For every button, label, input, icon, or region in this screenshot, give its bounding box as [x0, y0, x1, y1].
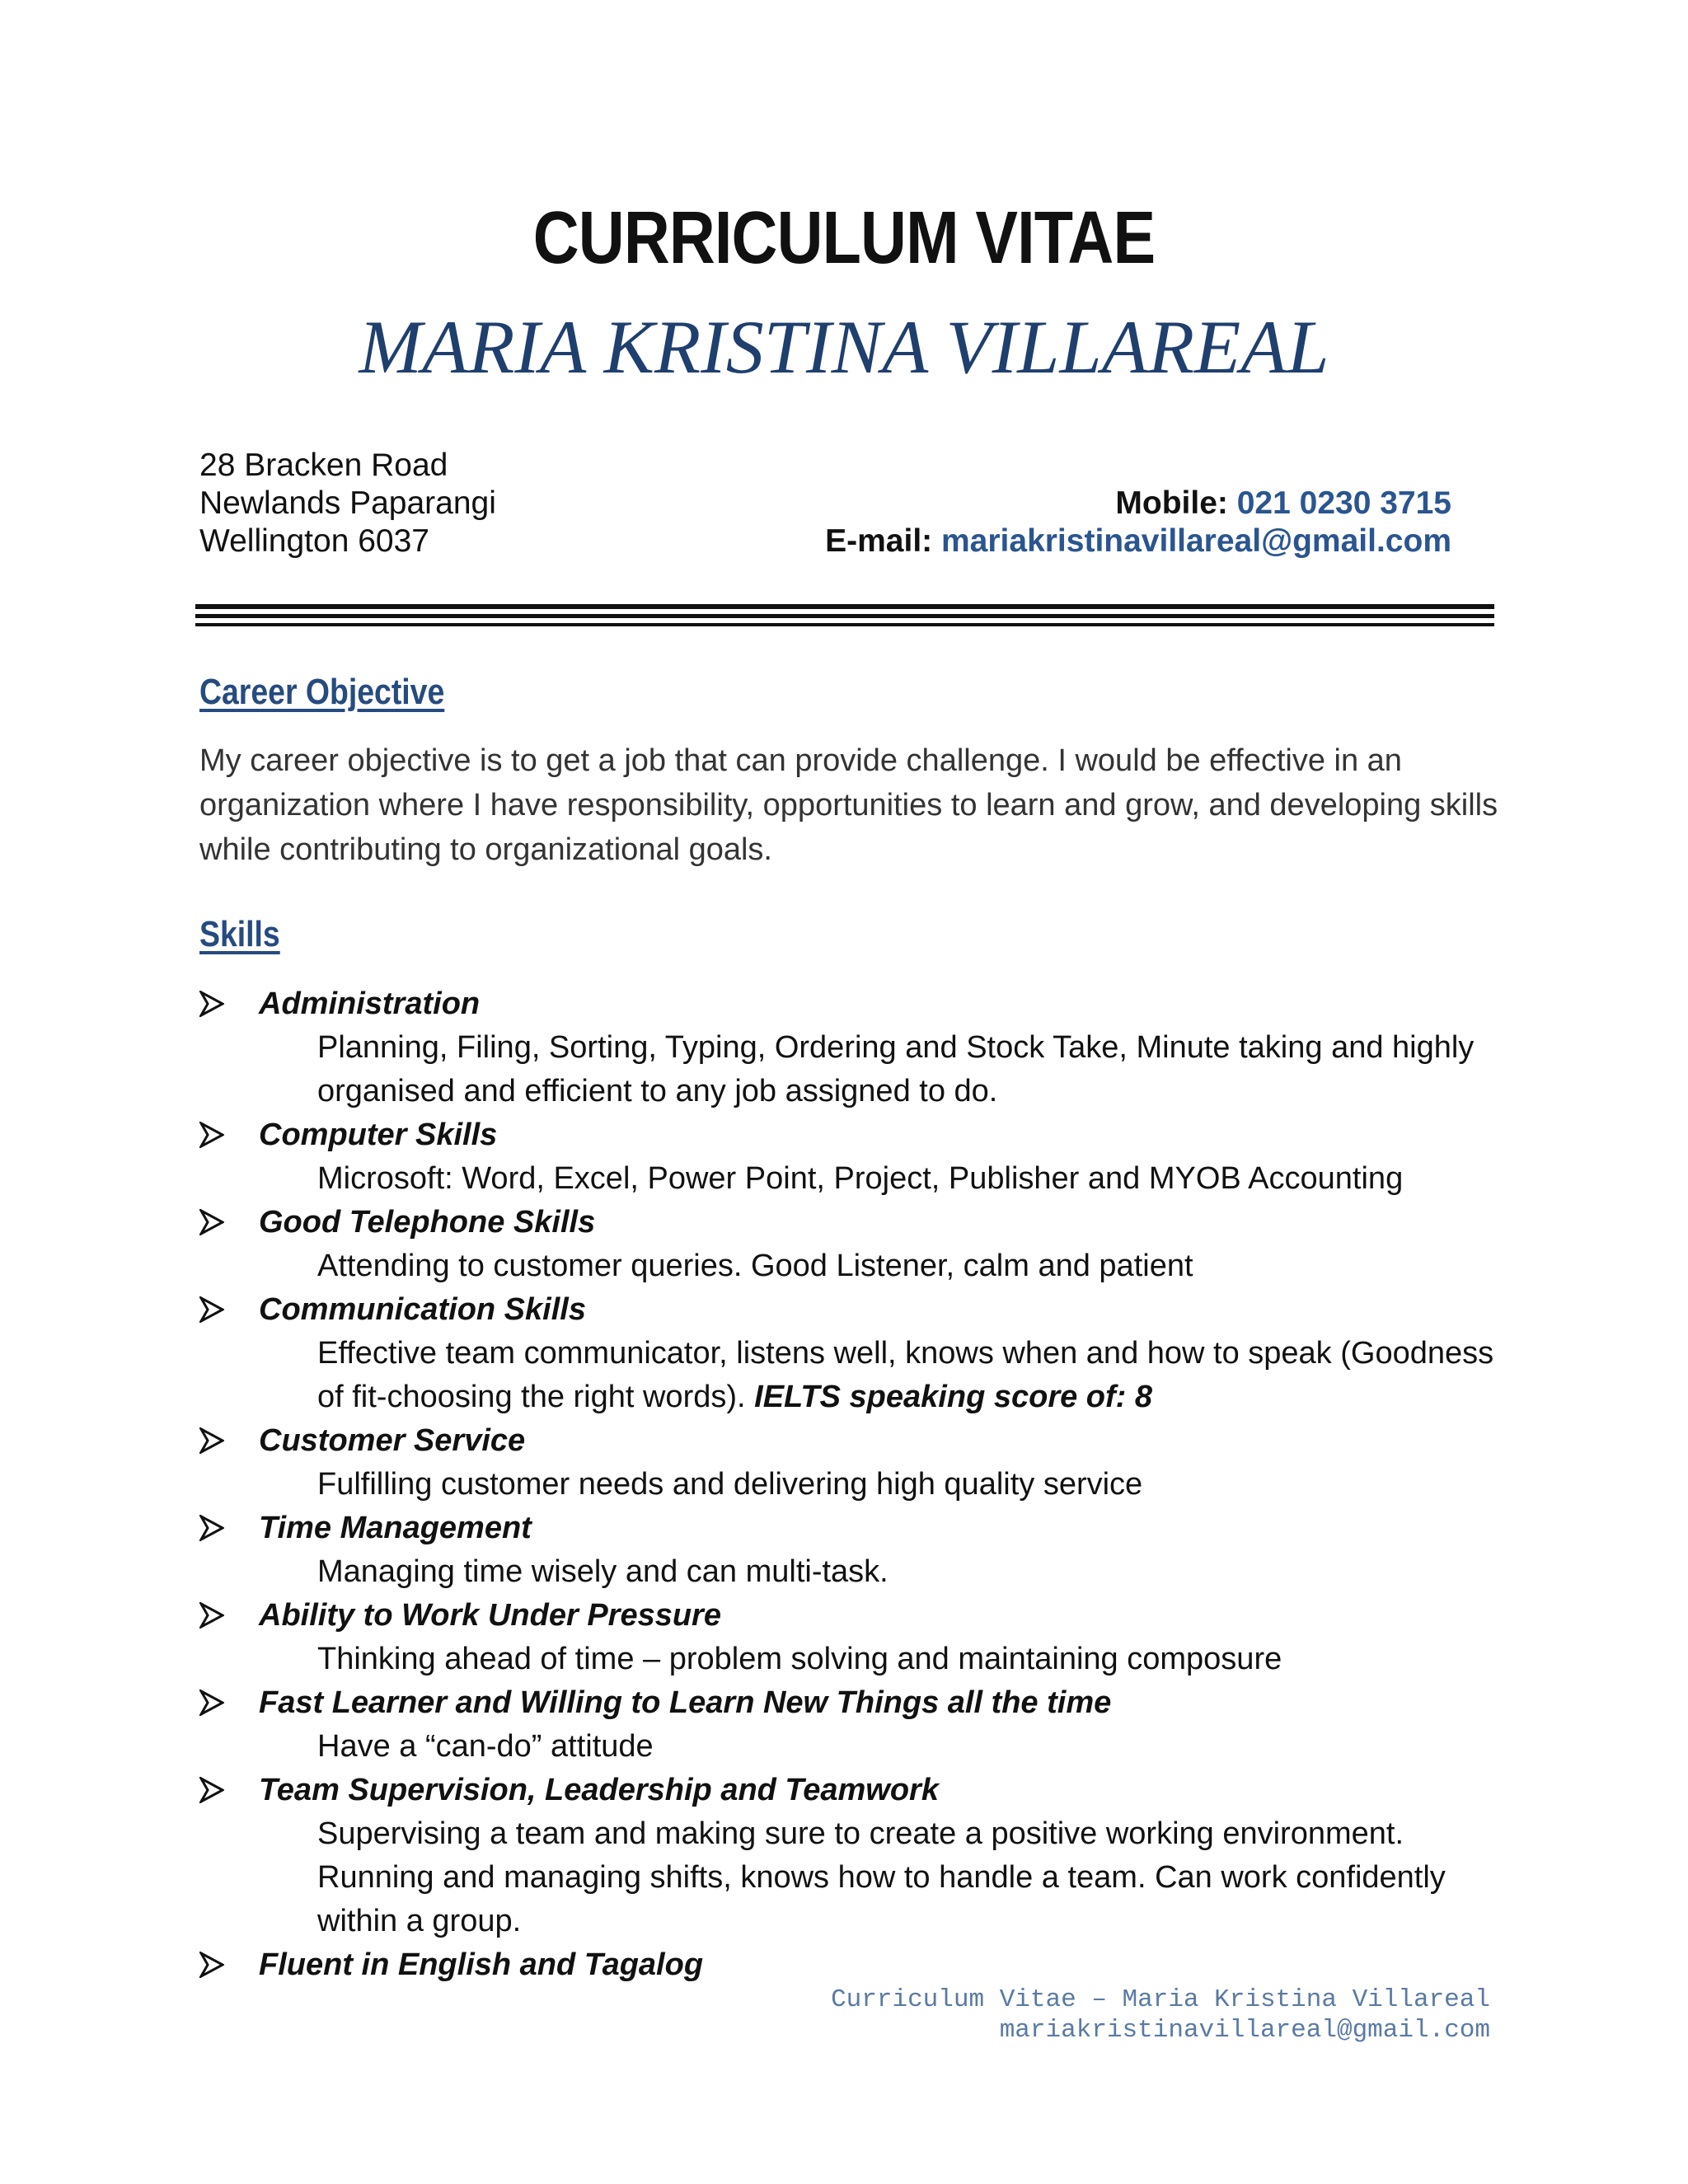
skill-title-text: Fast Learner and Willing to Learn New Things all the time	[259, 1685, 1112, 1720]
skill-title-text: Customer Service	[259, 1423, 526, 1458]
skill-description-text: Managing time wisely and can multi-task.	[317, 1554, 889, 1589]
skill-title	[199, 1113, 1518, 1157]
skill-description	[199, 1026, 1518, 1113]
skill-item	[199, 1507, 1518, 1594]
arrowhead-bullet-icon	[199, 1209, 224, 1235]
skill-description	[199, 1812, 1518, 1943]
skill-title	[199, 1594, 1518, 1638]
skill-item	[199, 1419, 1518, 1507]
mobile-label: Mobile:	[1115, 485, 1228, 521]
email-value[interactable]: mariakristinavillareal@gmail.com	[941, 523, 1451, 559]
skill-item	[199, 1288, 1518, 1419]
skill-description-text: Fulfilling customer needs and delivering high quality service	[317, 1467, 1143, 1502]
email-row	[825, 523, 1451, 560]
skill-title-text: Team Supervision, Leadership and Teamwork	[259, 1773, 939, 1807]
skill-description	[199, 1157, 1518, 1201]
divider-rule-1	[195, 604, 1494, 609]
skill-item	[199, 1201, 1518, 1288]
skill-title-text: Computer Skills	[259, 1118, 498, 1152]
candidate-name: MARIA KRISTINA VILLAREAL	[359, 305, 1329, 389]
mobile-row	[825, 485, 1451, 523]
skill-description-text: Supervising a team and making sure to create a positive working environment. Running and managing shifts, knows how to handle a team. Can work confidently within a group.	[317, 1816, 1446, 1938]
skill-description-text: Microsoft: Word, Excel, Power Point, Project, Publisher and MYOB Accounting	[317, 1161, 1404, 1196]
address-line-1: 28 Bracken Road	[199, 448, 448, 483]
skill-title	[199, 982, 1518, 1026]
address-block	[199, 447, 496, 560]
skill-item	[199, 1594, 1518, 1681]
skill-title-text: Good Telephone Skills	[259, 1205, 596, 1240]
arrowhead-bullet-icon	[199, 1427, 224, 1454]
skill-item	[199, 1681, 1518, 1769]
skill-title-text: Communication Skills	[259, 1292, 586, 1327]
arrowhead-bullet-icon	[199, 1296, 224, 1323]
skill-title	[199, 1507, 1518, 1550]
address-line-3: Wellington 6037	[199, 523, 429, 559]
skill-description	[199, 1332, 1518, 1419]
skill-title	[199, 1419, 1518, 1463]
career-objective-heading: Career Objective	[199, 672, 445, 712]
skill-emphasis-text: IELTS speaking score of: 8	[754, 1380, 1153, 1414]
skill-description	[199, 1638, 1518, 1681]
skills-list	[199, 982, 1518, 1987]
arrowhead-bullet-icon	[199, 1602, 224, 1629]
divider-rule-2	[195, 614, 1494, 618]
skill-description-text: Effective team communicator, listens well, knows when and how to speak (Goodness of fit-choosing the right words).	[317, 1336, 1494, 1414]
skill-title-text: Fluent in English and Tagalog	[259, 1947, 704, 1982]
divider-rule-3	[195, 623, 1494, 626]
footer-line-1: Curriculum Vitae – Maria Kristina Villareal	[831, 1985, 1490, 2014]
skill-title	[199, 1769, 1518, 1812]
skill-description-text: Attending to customer queries. Good Listener, calm and patient	[317, 1249, 1193, 1283]
arrowhead-bullet-icon	[199, 1515, 224, 1541]
skill-title	[199, 1943, 1518, 1987]
skill-description	[199, 1550, 1518, 1594]
skill-title	[199, 1681, 1518, 1725]
skill-description-text: Planning, Filing, Sorting, Typing, Ordering and Stock Take, Minute taking and highly organised and efficient to any job assigned to do.	[317, 1030, 1475, 1108]
skill-item	[199, 982, 1518, 1113]
skill-description-text: Thinking ahead of time – problem solving and maintaining composure	[317, 1642, 1282, 1676]
skill-description	[199, 1463, 1518, 1507]
email-label: E-mail:	[825, 523, 933, 559]
skill-item	[199, 1943, 1518, 1987]
arrowhead-bullet-icon	[199, 1952, 224, 1978]
arrowhead-bullet-icon	[199, 1690, 224, 1716]
skill-description	[199, 1244, 1518, 1288]
arrowhead-bullet-icon	[199, 991, 224, 1017]
page-footer	[831, 1985, 1490, 2046]
skill-title-text: Ability to Work Under Pressure	[259, 1598, 721, 1633]
skill-title-text: Time Management	[259, 1511, 532, 1545]
skill-title-text: Administration	[259, 987, 481, 1021]
arrowhead-bullet-icon	[199, 1777, 224, 1803]
footer-line-2: mariakristinavillareal@gmail.com	[999, 2016, 1490, 2045]
skills-heading: Skills	[199, 914, 280, 954]
skill-item	[199, 1769, 1518, 1943]
skill-description	[199, 1725, 1518, 1769]
career-objective-text: My career objective is to get a job that can provide challenge. I would be effective in an organization where I have responsibility, opportunities to learn and grow, and developing skills while contributing to organizational goals.	[199, 743, 1498, 867]
skill-title	[199, 1288, 1518, 1332]
address-line-2: Newlands Paparangi	[199, 485, 496, 521]
skill-item	[199, 1113, 1518, 1201]
contact-block	[825, 485, 1451, 560]
arrowhead-bullet-icon	[199, 1122, 224, 1148]
document-title: CURRICULUM VITAE	[532, 197, 1156, 279]
skill-description-text: Have a “can-do” attitude	[317, 1729, 654, 1764]
skill-title	[199, 1201, 1518, 1244]
mobile-value: 021 0230 3715	[1236, 485, 1451, 521]
